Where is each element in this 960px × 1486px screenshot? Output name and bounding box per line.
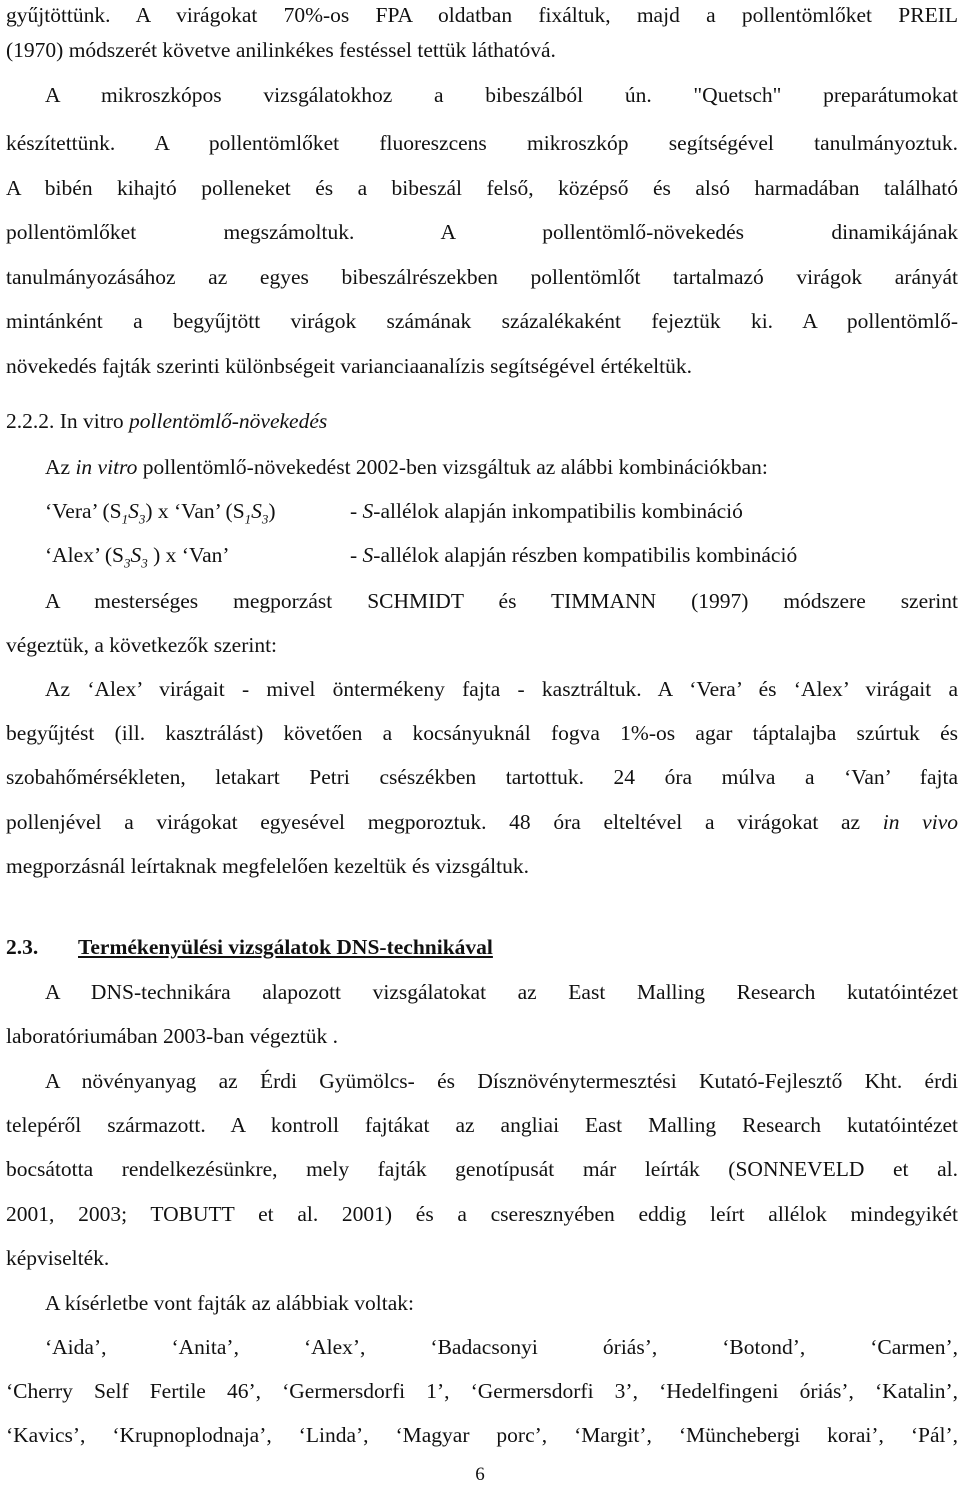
cultivar-list-line: ‘Cherry Self Fertile 46’, ‘Germersdorfi 1’, ‘Germersdorfi 3’, ‘Hedelfingeni óriás’, ‘Katalin’, [6, 1379, 958, 1403]
paragraph-line: gyűjtöttünk. A virágokat 70%-os FPA oldatban fixáltuk, majd a pollentömlőket PREIL [6, 3, 958, 27]
paragraph-line: A mesterséges megporzást SCHMIDT és TIMMANN (1997) módszere szerint [45, 589, 958, 613]
combination-description: - S-allélok alapján részben kompatibilis kombináció [350, 543, 798, 567]
paragraph-line: A bibén kihajtó polleneket és a bibeszál felső, középső és alsó harmadában található [6, 176, 958, 200]
paragraph-line: növekedés fajták szerinti különbségeit varianciaanalízis segítségével értékeltük. [6, 354, 692, 378]
paragraph-line: képviselték. [6, 1246, 110, 1270]
page-number: 6 [475, 1464, 485, 1485]
paragraph-line: laboratóriumában 2003-ban végeztük . [6, 1024, 338, 1048]
combination-cross: ‘Alex’ ($S_3S_3$ ) x ‘Van’ [45, 543, 230, 571]
paragraph-line: A növényanyag az Érdi Gyümölcs- és Dísznövénytermesztési Kutató-Fejlesztő Kht. érdi [45, 1069, 958, 1093]
combination-cross: ‘Vera’ $(S_1S_3)$ x ‘Van’ $(S_1S_3)$ [45, 499, 276, 527]
cultivar-list-line: ‘Aida’, ‘Anita’, ‘Alex’, ‘Badacsonyi óriás’, ‘Botond’, ‘Carmen’, [45, 1335, 958, 1359]
paragraph-line: tanulmányozásához az egyes bibeszálrészekben pollentömlőt tartalmazó virágok arányát [6, 265, 958, 289]
paragraph-line: A mikroszkópos vizsgálatokhoz a bibeszálból ún. "Quetsch" preparátumokat [45, 83, 958, 107]
paragraph-line: szobahőmérsékleten, letakart Petri csészékben tartottuk. 24 óra múlva a ‘Van’ fajta [6, 765, 958, 789]
cultivar-list-line: ‘Kavics’, ‘Krupnoplodnaja’, ‘Linda’, ‘Magyar porc’, ‘Margit’, ‘Münchebergi korai’, ‘Pál’, [6, 1423, 958, 1447]
paragraph-line: mintánként a begyűjtött virágok számának százalékaként fejeztük ki. A pollentömlő- [6, 309, 958, 333]
section-heading [6, 932, 958, 962]
section-title: Termékenyülési vizsgálatok DNS-technikával [78, 935, 493, 959]
subsection-prefix: In vitro [59, 409, 124, 433]
section-number: 2.3. [6, 935, 39, 959]
subsection-heading [6, 406, 958, 436]
paragraph-line: pollenjével a virágokat egyesével megporoztuk. 48 óra elteltével a virágokat az in vivo [6, 810, 958, 834]
paragraph-line: Az ‘Alex’ virágait - mivel öntermékeny fajta - kasztráltuk. A ‘Vera’ és ‘Alex’ virágait a [45, 677, 958, 701]
paragraph-line: (1970) módszerét követve anilinkékes festéssel tettük láthatóvá. [6, 38, 556, 62]
paragraph-line: megporzásnál leírtaknak megfelelően kezeltük és vizsgáltuk. [6, 854, 529, 878]
paragraph-line: végeztük, a következők szerint: [6, 633, 278, 657]
paragraph-line: telepéről származott. A kontroll fajtákat az angliai East Malling Research kutatóintézet [6, 1113, 958, 1137]
paragraph-line: begyűjtést (ill. kasztrálást) követően a kocsányuknál fogva 1%-os agar táptalajba szúrtuk és [6, 721, 958, 745]
subsection-title: pollentömlő-növekedés [129, 409, 328, 433]
combination-row [45, 496, 958, 526]
paragraph-line: bocsátotta rendelkezésünkre, mely fajták genotípusát már leírták (SONNEVELD et al. [6, 1157, 958, 1181]
paragraph-line: Az in vitro pollentömlő-növekedést 2002-ben vizsgáltuk az alábbi kombinációkban: [45, 455, 768, 479]
combination-row [45, 540, 958, 570]
subsection-number: 2.2.2. [6, 409, 55, 433]
paragraph-line: A kísérletbe vont fajták az alábbiak voltak: [45, 1291, 414, 1315]
combination-description: - S-allélok alapján inkompatibilis kombináció [350, 499, 743, 523]
paragraph-line: pollentömlőket megszámoltuk. A pollentömlő-növekedés dinamikájának [6, 220, 958, 244]
paragraph-line: 2001, 2003; TOBUTT et al. 2001) és a cseresznyében eddig leírt allélok mindegyikét [6, 1202, 958, 1226]
paragraph-line: A DNS-technikára alapozott vizsgálatokat az East Malling Research kutatóintézet [45, 980, 958, 1004]
paragraph-line: készítettünk. A pollentömlőket fluoreszcens mikroszkóp segítségével tanulmányoztuk. [6, 131, 958, 155]
